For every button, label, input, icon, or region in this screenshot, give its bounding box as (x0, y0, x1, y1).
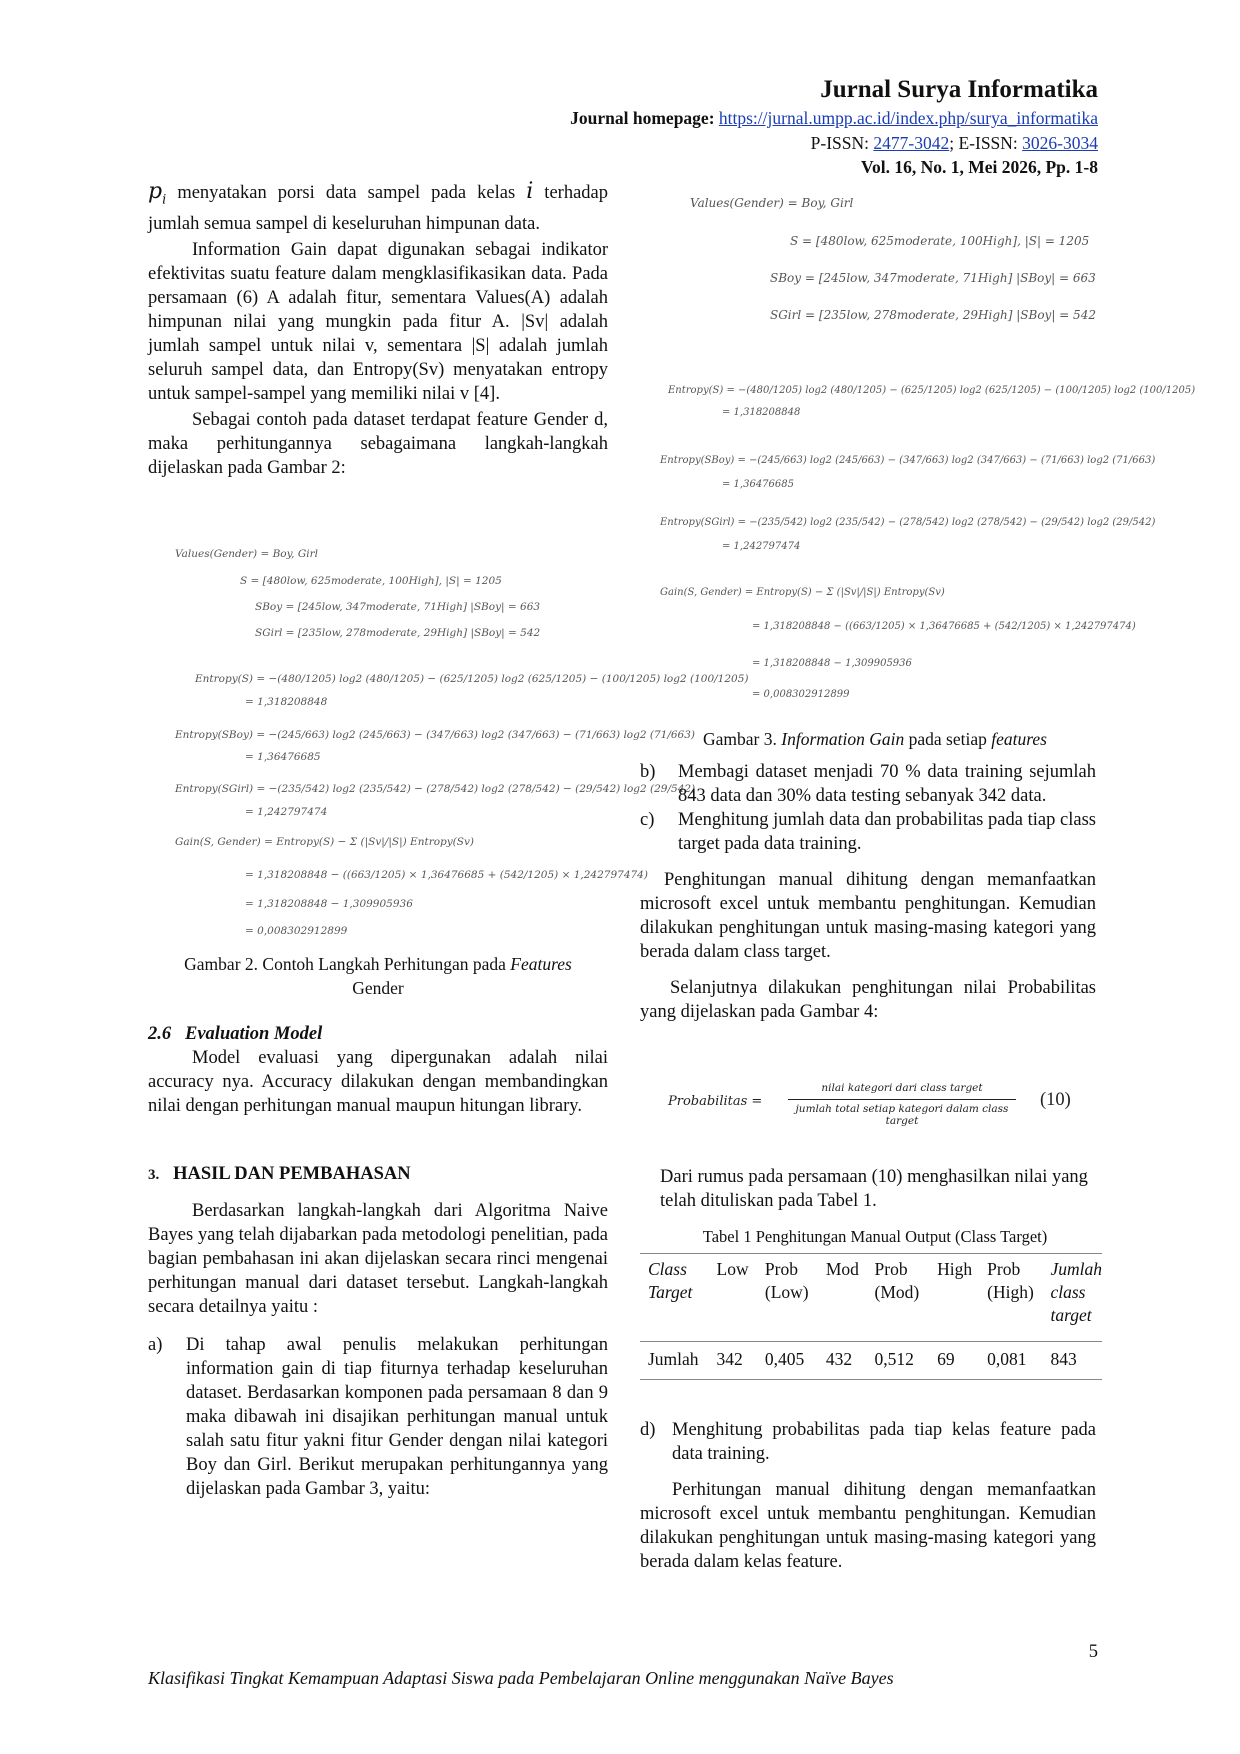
journal-title: Jurnal Surya Informatika (820, 76, 1098, 103)
td-prob-high: 0,081 (987, 1349, 1027, 1369)
fig2-gain-l2: = 1,318208848 − ((663/1205) × 1,36476685 + (542/1205) × 1,242797474) (245, 869, 648, 881)
list-item-b-label: b) (640, 762, 656, 782)
td-high: 69 (937, 1349, 955, 1369)
list-item-c-text: Menghitung jumlah data dan probabilitas pada tiap class target pada data training. (678, 810, 1096, 854)
th-prob-high: Prob (High) (987, 1259, 1034, 1302)
fig2-caption-line2: Gender (352, 978, 404, 998)
fig3-sgirl: SGirl = [235low, 278moderate, 29High] |SBoy| = 542 (770, 308, 1096, 322)
fig2-entropy-s-val: = 1,318208848 (245, 696, 328, 708)
section-2-6-number: 2.6 (148, 1024, 172, 1044)
list-item-d-text: Menghitung probabilitas pada tiap kelas feature pada data training. (672, 1420, 1096, 1464)
eissn-label: ; E-ISSN: (949, 133, 1018, 153)
td-total: 843 (1050, 1349, 1077, 1369)
fig2-sboy: SBoy = [245low, 347moderate, 71High] |SBoy| = 663 (255, 601, 541, 613)
equation-numerator: nilai kategori dari class target (821, 1082, 983, 1094)
fig3-entropy-boy: Entropy(SBoy) = −(245/663) log2 (245/663) − (347/663) log2 (347/663) − (71/663) log2 (71/663) (660, 455, 1156, 466)
section-3-title: HASIL DAN PEMBAHASAN (173, 1164, 411, 1184)
th-jumlah-class-target: Jumlah class target (1050, 1259, 1102, 1325)
section-3 (148, 1162, 608, 1501)
fig3-entropy-girl: Entropy(SGirl) = −(235/542) log2 (235/542) − (278/542) log2 (278/542) − (29/542) log2 (29/542) (660, 517, 1156, 528)
equation-lhs: Probabilitas = (668, 1094, 763, 1109)
list-item-b (640, 760, 1096, 808)
right-column-bottom (640, 1418, 1096, 1574)
fig3-entropy-s-val: = 1,318208848 (722, 407, 801, 418)
list-item-c-label: c) (640, 810, 655, 830)
fig2-sgirl: SGirl = [235low, 278moderate, 29High] |SBoy| = 542 (255, 627, 541, 639)
pi-symbol: $p_i$ (148, 179, 167, 208)
list-item-b-text: Membagi dataset menjadi 70 % data training sejumlah 843 data dan 30% data testing sebanyak 342 data. (678, 762, 1096, 806)
fig2-caption-text: Gambar 2. Contoh Langkah Perhitungan pada (184, 954, 511, 974)
page-number: 5 (1088, 1642, 1098, 1662)
fig3-caption-mid: pada setiap (904, 729, 992, 749)
th-high: High (937, 1259, 973, 1279)
p1-rest: menyatakan porsi data sampel pada kelas (166, 183, 527, 203)
fraction-bar (788, 1099, 1016, 1100)
paragraph-manual-calc: Penghitungan manual dihitung dengan memanfaatkan microsoft excel untuk membantu penghitungan. Kemudian dilakukan penghitungan untuk masing-masing kategori yang berada dalam class target. (640, 870, 1096, 962)
homepage-label: Journal homepage: (570, 108, 715, 128)
fig3-gain-l3: = 1,318208848 − 1,309905936 (752, 658, 912, 669)
fig3-gain: Gain(S, Gender) = Entropy(S) − Σ (|Sv|/|S|) Entropy(Sv) (660, 587, 945, 598)
section-3-number: 3. (148, 1167, 160, 1183)
table-row (640, 1342, 1102, 1380)
th-prob-low: Prob (Low) (764, 1259, 809, 1302)
table-header-row (640, 1254, 1102, 1342)
section-3-heading (148, 1162, 608, 1187)
th-mod: Mod (825, 1259, 859, 1279)
td-mod: 432 (825, 1349, 853, 1369)
pissn-link[interactable]: 2477-3042 (873, 133, 950, 153)
fig2-gain: Gain(S, Gender) = Entropy(S) − Σ (|Sv|/|S|) Entropy(Sv) (175, 836, 475, 848)
paragraph-probabilitas: Selanjutnya dilakukan penghitungan nilai Probabilitas yang dijelaskan pada Gambar 4: (640, 978, 1096, 1022)
volume-info: Vol. 16, No. 1, Mei 2026, Pp. 1-8 (860, 157, 1098, 177)
fig3-entropy-s: Entropy(S) = −(480/1205) log2 (480/1205) − (625/1205) log2 (625/1205) − (100/1205) log2 (100/1205) (668, 385, 1196, 396)
fig3-caption-em2: features (991, 729, 1047, 749)
table-1-caption: Tabel 1 Penghitungan Manual Output (Class Target) (702, 1227, 1048, 1246)
i-symbol: i (526, 179, 534, 204)
fig3-s: S = [480low, 625moderate, 100High], |S| = 1205 (790, 234, 1090, 248)
fig3-gain-l4: = 0,008302912899 (752, 689, 850, 700)
section-2-6-paragraph: Model evaluasi yang dipergunakan adalah nilai accuracy nya. Accuracy dilakukan dengan membandingkan nilai dengan perhitungan manual maupun hitungan library. (148, 1048, 608, 1116)
td-low: 342 (716, 1349, 743, 1369)
fig3-caption-text: Gambar 3. (703, 729, 782, 749)
right-column (640, 760, 1096, 1024)
fig2-entropy-boy: Entropy(SBoy) = −(245/663) log2 (245/663) − (347/663) log2 (347/663) − (71/663) log2 (71/663) (175, 729, 696, 741)
fig3-sboy: SBoy = [245low, 347moderate, 71High] |SBoy| = 663 (770, 271, 1096, 285)
paragraph-example: Sebagai contoh pada dataset terdapat feature Gender d, maka perhitungannya sebagaimana langkah-langkah dijelaskan pada Gambar 2: (148, 410, 608, 479)
fig2-s: S = [480low, 625moderate, 100High], |S| = 1205 (240, 575, 502, 587)
fig3-gain-l2: = 1,318208848 − ((663/1205) × 1,36476685 + (542/1205) × 1,242797474) (752, 621, 1136, 632)
figure-3-information-gain (650, 185, 1196, 715)
fig2-values: Values(Gender) = Boy, Girl (175, 548, 318, 560)
fig2-entropy-girl: Entropy(SGirl) = −(235/542) log2 (235/542) − (278/542) log2 (278/542) − (29/542) log2 (29/542) (175, 783, 696, 795)
fig3-entropy-boy-val: = 1,36476685 (722, 479, 794, 490)
list-item-a-label: a) (148, 1335, 163, 1355)
fig2-entropy-girl-val: = 1,242797474 (245, 806, 328, 818)
issn-line (811, 133, 1098, 154)
journal-homepage (570, 108, 1098, 129)
fig2-gain-l3: = 1,318208848 − 1,309905936 (245, 898, 413, 910)
th-low: Low (716, 1259, 749, 1279)
list-item-d (640, 1418, 1096, 1466)
list-item-c (640, 808, 1096, 856)
p1-end: terhadap jumlah semua sampel di keseluruhan himpunan data. (148, 183, 608, 235)
td-prob-low: 0,405 (764, 1349, 805, 1369)
figure-3-caption (640, 727, 1110, 751)
left-column (148, 180, 608, 480)
paragraph-dari-rumus: Dari rumus pada persamaan (10) menghasilkan nilai yang telah dituliskan pada Tabel 1. (660, 1167, 1088, 1211)
fig2-caption-em: Features (510, 954, 572, 974)
td-prob-mod: 0,512 (874, 1349, 914, 1369)
running-title: Klasifikasi Tingkat Kemampuan Adaptasi Siswa pada Pembelajaran Online menggunakan Naïve Bayes (148, 1668, 894, 1688)
eissn-link[interactable]: 3026-3034 (1022, 133, 1098, 153)
section-2-6 (148, 1022, 608, 1118)
list-item-a (148, 1333, 608, 1501)
fig3-entropy-girl-val: = 1,242797474 (722, 541, 801, 552)
th-prob-mod: Prob (Mod) (874, 1259, 920, 1302)
paragraph-feature-calc: Perhitungan manual dihitung dengan memanfaatkan microsoft excel untuk membantu penghitungan. Kemudian dilakukan penghitungan untuk masing-masing kategori yang berada dalam kelas feature. (640, 1480, 1096, 1572)
list-item-a-text: Di tahap awal penulis melakukan perhitungan information gain di tiap fiturnya terhadap keseluruhan dataset. Berdasarkan komponen pada persamaan 8 dan 9 maka dibawah ini disajikan perhitungan manual untuk salah satu fitur yakni fitur Gender dengan nilai kategori Boy dan Girl. Berikut merupakan perhitungannya yang dijelaskan pada Gambar 3, yaitu: (186, 1335, 608, 1499)
fig3-values: Values(Gender) = Boy, Girl (690, 196, 854, 210)
td-jumlah: Jumlah (648, 1349, 699, 1369)
equation-denominator: jumlah total setiap kategori dalam class target (795, 1103, 1009, 1127)
fig3-caption-em: Information Gain (781, 729, 905, 749)
list-item-d-label: d) (640, 1420, 656, 1440)
table-1 (640, 1253, 1102, 1380)
fig2-entropy-boy-val: = 1,36476685 (245, 751, 321, 763)
th-class-target: Class Target (648, 1259, 693, 1302)
section-2-6-title: Evaluation Model (185, 1024, 323, 1044)
homepage-link[interactable]: https://jurnal.umpp.ac.id/index.php/surya_informatika (718, 108, 1098, 128)
paragraph-pi (148, 180, 608, 236)
equation-number: (10) (1040, 1090, 1071, 1110)
fig2-gain-l4: = 0,008302912899 (245, 925, 348, 937)
fig2-entropy-s: Entropy(S) = −(480/1205) log2 (480/1205) − (625/1205) log2 (625/1205) − (100/1205) log2 (100/1205) (195, 673, 749, 685)
figure-2-caption (148, 952, 608, 1000)
pissn-label: P-ISSN: (810, 133, 870, 153)
equation-10 (668, 1082, 1098, 1128)
section-2-6-heading (148, 1022, 608, 1046)
paragraph-information-gain: Information Gain dapat digunakan sebagai indikator efektivitas suatu feature dalam mengklasifikasikan data. Pada persamaan (6) A adalah fitur, sementara Values(A) adalah himpunan nilai yang mungkin pada fitur A. |Sv| adalah jumlah sampel untuk nilai v, sementara |S| adalah jumlah seluruh sampel data, dan Entropy(Sv) menyatakan entropy untuk sampel-sampel yang memiliki nilai v [4]. (148, 240, 608, 405)
section-3-paragraph: Berdasarkan langkah-langkah dari Algoritma Naive Bayes yang telah dijabarkan pada metodologi penelitian, pada bagian pembahasan ini akan dijelaskan secara rinci mengenai perhitungan manual dari dataset tersebut. Langkah-langkah secara detailnya yaitu : (148, 1201, 608, 1317)
